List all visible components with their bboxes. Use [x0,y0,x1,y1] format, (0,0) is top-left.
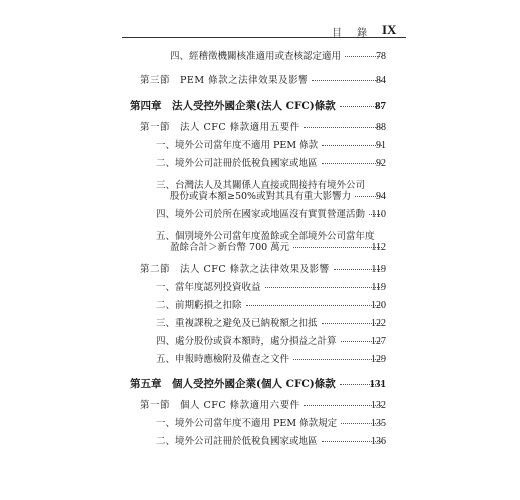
toc-section [140,76,386,86]
toc-item-label: 一、當年度認列投資收益 [156,282,261,293]
toc-item-label: 一、境外公司當年度不適用 PEM 條款 [156,140,319,151]
toc-item-label: 五、申報時應檢附及備查之文件 [156,354,290,365]
dot-leader [312,80,382,81]
toc-section [140,123,386,133]
toc-item [156,159,386,169]
toc-item-label: 四、經稽徵機關核准適用或查核認定適用 [170,51,342,62]
toc-chapter [130,379,386,390]
dot-leader [293,247,382,248]
toc-page-number: 122 [371,318,386,329]
toc-item [170,243,386,253]
toc-item [156,283,386,293]
toc-chapter-label: 第四章 法人受控外國企業(法人 CFC)條款 [130,100,336,112]
toc-section-label: 第一節 個人 CFC 條款適用六要件 [140,400,300,411]
toc-item [170,192,386,202]
toc-chapter [130,101,386,112]
toc-item [156,337,386,347]
toc-section-label: 第三節 PEM 條款之法律效果及影響 [140,75,309,86]
toc-section-label: 第一節 法人 CFC 條款適用五要件 [140,122,300,133]
toc-item [156,141,386,151]
toc-page-number: 119 [371,282,386,293]
toc-page-number: 87 [375,100,386,112]
toc-page-number: 84 [376,75,386,86]
toc-section [140,265,386,275]
toc-item-label: 二、境外公司註冊於低稅負國家或地區 [156,436,318,447]
toc-page-number: 127 [371,336,386,347]
toc-page-number: 129 [371,354,386,365]
toc-section [140,401,386,411]
dot-leader [246,305,382,306]
toc-page-number: 94 [376,191,386,202]
toc-item [156,301,386,311]
toc-section-label: 第二節 法人 CFC 條款之法律效果及影響 [140,264,330,275]
toc-item-label: 四、處分股份或資本額時，處分損益之計算 [156,336,337,347]
dot-leader [304,127,382,128]
toc-chapter-label: 第五章 個人受控外國企業(個人 CFC)條款 [130,378,336,390]
running-header-page-number: IX [382,22,397,37]
toc-page-number: 132 [371,400,386,411]
toc-page-number: 119 [371,264,386,275]
header-rule [122,37,406,38]
toc-page-number: 78 [376,51,386,62]
toc-item-label: 二、境外公司註冊於低稅負國家或地區 [156,158,318,169]
dot-leader [293,359,382,360]
toc-item [156,355,386,365]
toc-page-number: 92 [376,158,386,169]
toc-item [156,319,386,329]
toc-page-number: 120 [371,300,386,311]
toc-item-label: 四、境外公司於所在國家或地區沒有實質營運活動 [156,209,366,220]
toc-item-label: 三、重複課稅之避免及已納稅額之扣抵 [156,318,318,329]
toc-item-label: 三、台灣法人及其關係人直接或間接持有境外公司 [156,180,366,191]
running-header-title: 目 錄 [332,28,374,39]
toc-item [156,210,386,220]
toc-page-number: 88 [376,122,386,133]
toc-item [170,52,386,62]
toc-item-label: 二、前期虧損之扣除 [156,300,242,311]
toc-page-number: 135 [371,418,386,429]
toc-page-number: 112 [371,242,386,253]
dot-leader [322,163,382,164]
toc-item-label-continued: 股份或資本額≥50%或對其具有重大影響力 [170,191,352,202]
dot-leader [265,287,382,288]
toc-item-label-continued: 盈餘合計＞新台幣 700 萬元 [170,242,290,253]
toc-item-label: 一、境外公司當年度不適用 PEM 條款規定 [156,418,338,429]
toc-item-label: 五、個別境外公司當年度盈餘或全部境外公司當年度 [156,231,375,242]
toc-page-number: 136 [371,436,386,447]
dot-leader [322,145,382,146]
toc-item [156,437,386,447]
toc-page-number: 110 [371,209,386,220]
toc-page-number: 131 [369,378,386,390]
toc-page-number: 91 [376,140,386,151]
toc-item [156,419,386,429]
